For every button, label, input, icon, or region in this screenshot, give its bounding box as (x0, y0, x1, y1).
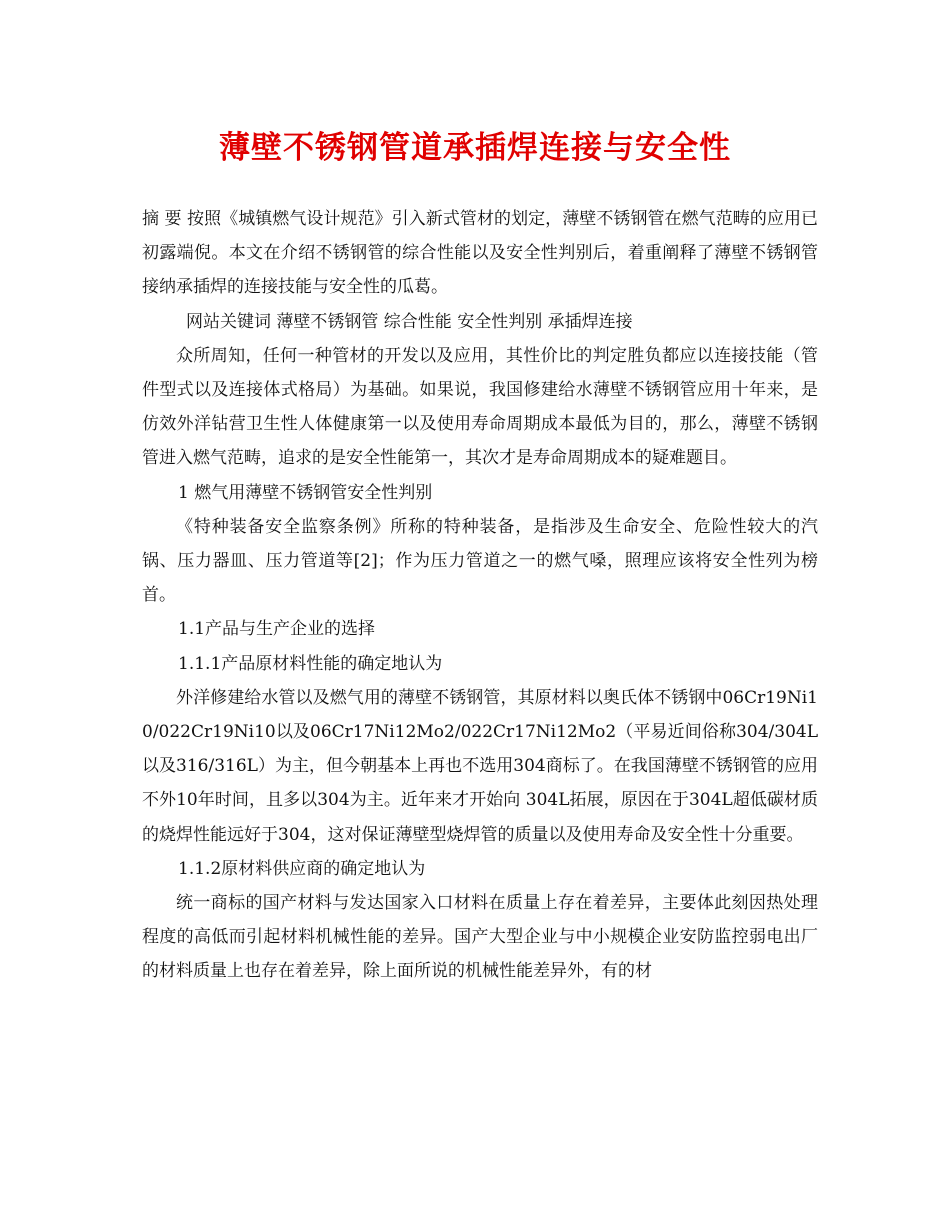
section-1-1-2-heading: 1.1.2原材料供应商的确定地认为 (178, 858, 426, 879)
keywords-line: 网站关键词 薄壁不锈钢管 综合性能 安全性判别 承插焊连接 (186, 311, 633, 332)
section-1-heading: 1 燃气用薄壁不锈钢管安全性判别 (178, 482, 433, 503)
document-title: 薄壁不锈钢管道承插焊连接与安全性 (219, 130, 731, 166)
intro-paragraph: 众所周知，任何一种管材的开发以及应用，其性价比的判定胜负都应以连接技能（管件型式以及连接体式格局）为基础。如果说，我国修建给水薄壁不锈钢管应用十年来，是仿效外洋钻营卫生性人体健康第一以及使用寿命周期成本最低为目的，那么，薄壁不锈钢管进入燃气范畴，追求的是安全性能第一，其次才是寿命周期成本的疑难题目。 (142, 345, 818, 469)
abstract-paragraph: 摘 要 按照《城镇燃气设计规范》引入新式管材的划定，薄壁不锈钢管在燃气范畴的应用已初露端倪。本文在介绍不锈钢管的综合性能以及安全性判别后，着重阐释了薄壁不锈钢管接纳承插焊的连接技能与安全性的瓜葛。 (142, 209, 818, 298)
section-1-1-2-paragraph: 统一商标的国产材料与发达国家入口材料在质量上存在着差异，主要体此刻因热处理程度的高低而引起材料机械性能的差异。国产大型企业与中小规模企业安防监控弱电出厂的材料质量上也存在着差异，除上面所说的机械性能差异外，有的材 (142, 893, 818, 982)
section-1-1-1-paragraph: 外洋修建给水管以及燃气用的薄壁不锈钢管，其原材料以奥氏体不锈钢中06Cr19Ni10/022Cr19Ni10以及06Cr17Ni12Mo2/022Cr17Ni12Mo2（平易近间俗称304/304L以及316/316L）为主，但今朝基本上再也不选用304商标了。在我国薄壁不锈钢管的应用不外10年时间，且多以304为主。近年来才开始向 304L拓展，原因在于304L超低碳材质的烧焊性能远好于304，这对保证薄壁型烧焊管的质量以及使用寿命及安全性十分重要。 (142, 687, 818, 845)
section-1-1-1-heading: 1.1.1产品原材料性能的确定地认为 (178, 653, 443, 674)
section-1-1-heading: 1.1产品与生产企业的选择 (178, 619, 376, 640)
section-1-paragraph: 《特种装备安全监察条例》所称的特种装备，是指涉及生命安全、危险性较大的汽锅、压力器皿、压力管道等[2]；作为压力管道之一的燃气嗓，照理应该将安全性列为榜首。 (142, 516, 818, 606)
document-body (142, 202, 818, 989)
